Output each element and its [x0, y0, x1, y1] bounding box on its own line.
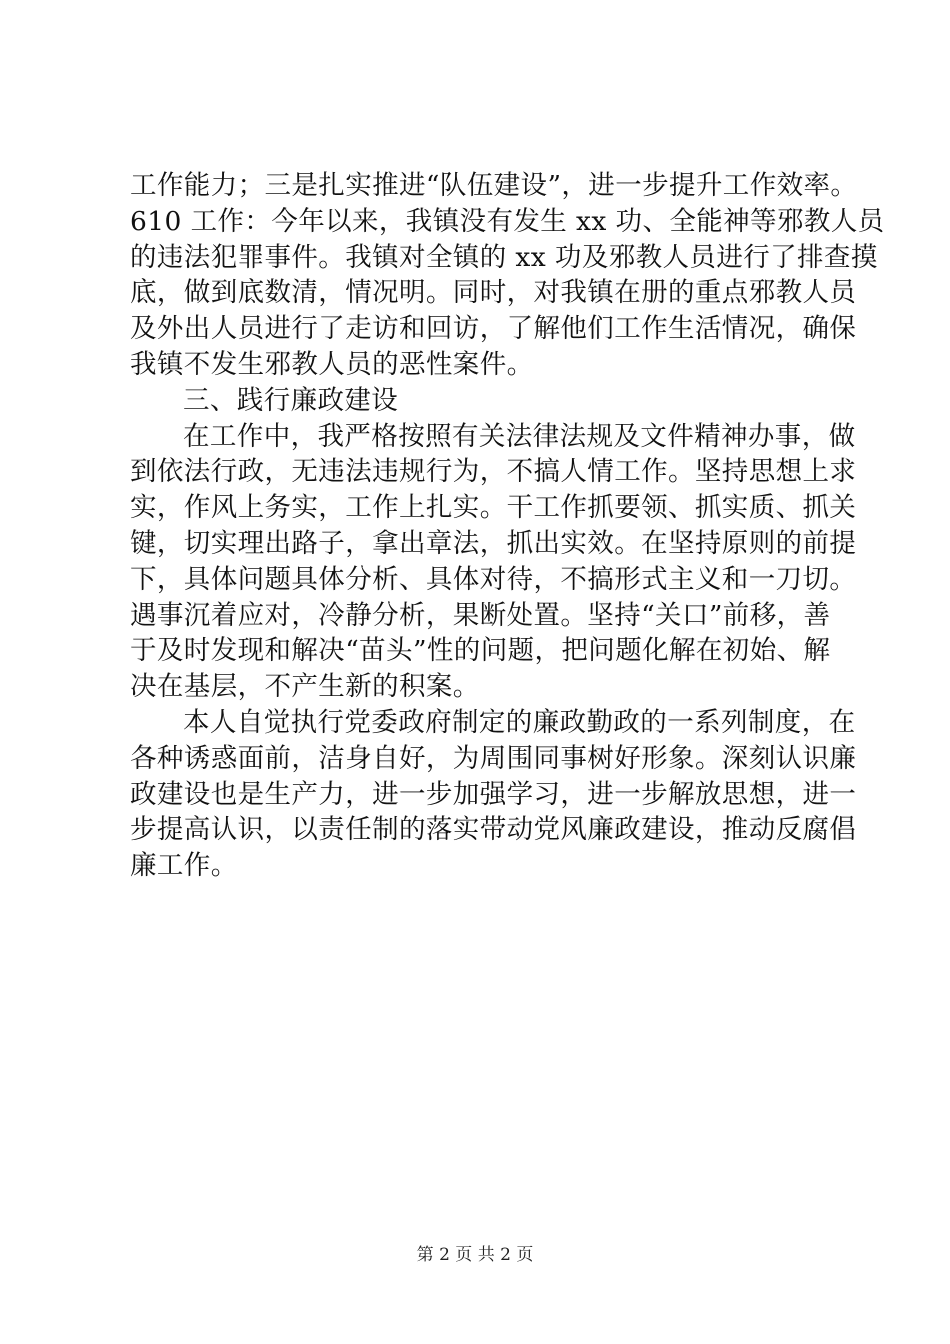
text-line: 实，作风上务实，工作上扎实。干工作抓要领、抓实质、抓关 [130, 492, 857, 524]
text-line: 610 工作：今年以来，我镇没有发生 xx 功、全能神等邪教人员 [130, 205, 885, 237]
text-line: 到依法行政，无违法违规行为，不搞人情工作。坚持思想上求 [130, 456, 857, 488]
paragraph-first-line: 在工作中，我严格按照有关法律法规及文件精神办事，做 [183, 420, 856, 452]
text-line: 及外出人员进行了走访和回访，了解他们工作生活情况，确保 [130, 313, 857, 345]
text-line: 政建设也是生产力，进一步加强学习，进一步解放思想，进一 [130, 778, 857, 810]
paragraph-first-line: 本人自觉执行党委政府制定的廉政勤政的一系列制度，在 [183, 706, 856, 738]
text-line: 下，具体问题具体分析、具体对待，不搞形式主义和一刀切。 [130, 563, 857, 595]
text-line: 底，做到底数清，情况明。同时，对我镇在册的重点邪教人员 [130, 277, 857, 309]
text-line: 步提高认识，以责任制的落实带动党风廉政建设，推动反腐倡 [130, 814, 857, 846]
text-line: 的违法犯罪事件。我镇对全镇的 xx 功及邪教人员进行了排查摸 [130, 241, 878, 273]
page-number-footer: 第 2 页 共 2 页 [416, 1245, 534, 1265]
text-line: 决在基层，不产生新的积案。 [130, 671, 480, 703]
text-line: 廉工作。 [130, 850, 238, 882]
text-line: 我镇不发生邪教人员的恶性案件。 [130, 348, 534, 380]
section-heading: 三、践行廉政建设 [183, 384, 399, 416]
text-line: 遇事沉着应对，冷静分析，果断处置。坚持“关口”前移，善 [130, 599, 831, 631]
document-body [130, 168, 885, 884]
text-line: 键，切实理出路子，拿出章法，抓出实效。在坚持原则的前提 [130, 527, 857, 559]
text-line: 工作能力；三是扎实推进“队伍建设”，进一步提升工作效率。 [130, 170, 858, 201]
text-line: 各种诱惑面前，洁身自好，为周围同事树好形象。深刻认识廉 [130, 742, 857, 774]
text-line: 于及时发现和解决“苗头”性的问题，把问题化解在初始、解 [130, 635, 831, 667]
